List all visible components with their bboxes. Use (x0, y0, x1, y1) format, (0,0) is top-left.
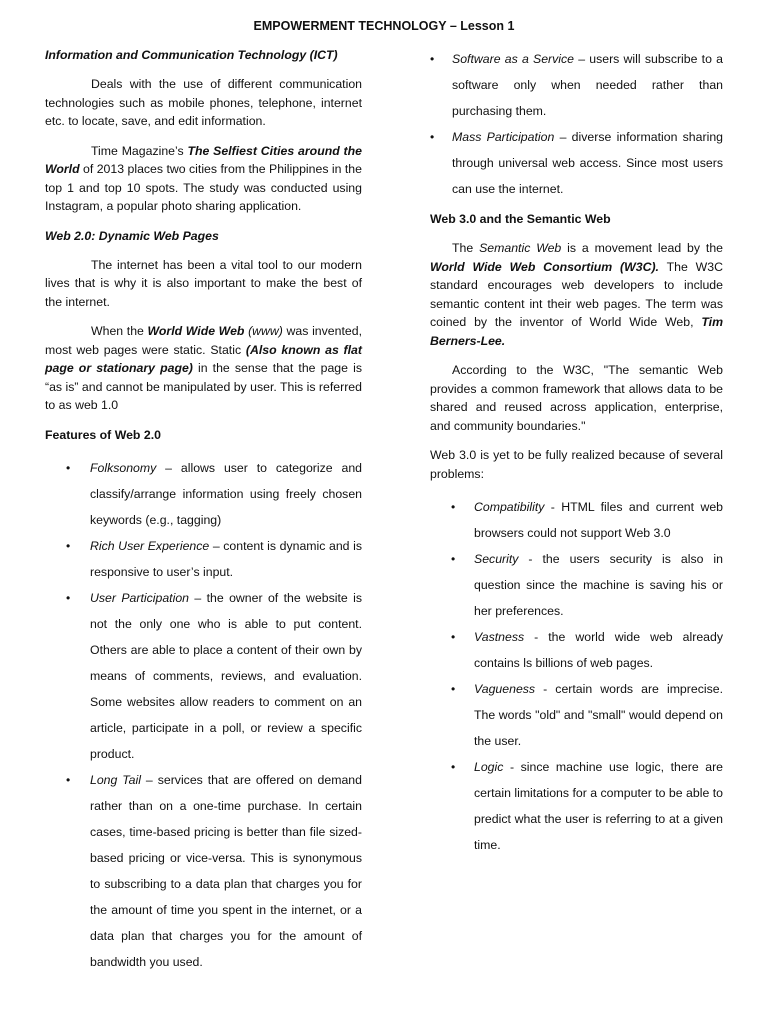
text-run: – the owner of the website is not the only one who is able to put content. Others are able to place a content of their own by means of comments, reviews, and evaluation. Some websites allow readers to comment on an article, participate in a poll, or review a specific product. (90, 590, 362, 761)
text-run: World Wide Web Consortium (W3C). (430, 259, 659, 274)
text-run: in the sense that the page is “as is” and cannot be manipulated by user. This is referred to as web 1.0 (45, 361, 362, 412)
text-run: – users will subscribe to a software only when needed rather than purchasing them. (452, 52, 723, 118)
bullet-icon: • (451, 630, 456, 644)
selfiest-cities-paragraph (45, 142, 362, 216)
text-run: The internet has been a vital tool to our modern lives that is why it is also important to make the best of the internet. (45, 257, 362, 309)
bullet-item (430, 624, 723, 676)
bullet-icon: • (451, 500, 456, 514)
right-column (430, 46, 723, 870)
bullet-icon: • (430, 52, 435, 66)
bullet-item (430, 124, 723, 202)
bullet-item (45, 585, 362, 767)
text-run: Web 3.0 is yet to be fully realized because of several problems: (430, 448, 723, 481)
text-run: Mass Participation (452, 130, 555, 144)
text-run: Folksonomy (90, 460, 157, 475)
text-run: was invented, most web pages were static. Static (45, 324, 362, 357)
text-run: - the users security is also in question since the machine is saving his or her preferences. (474, 552, 723, 618)
text-run: The Selfiest Cities around the World (45, 143, 362, 176)
ict-heading (45, 46, 362, 64)
text-run: Compatibility (474, 500, 545, 514)
bullet-item (430, 46, 723, 124)
text-run: Vastness (474, 630, 525, 644)
bullet-icon: • (66, 590, 71, 605)
bullet-item (45, 767, 362, 975)
text-run: (www) (244, 324, 283, 338)
text-run: The (452, 241, 480, 255)
page-title: EMPOWERMENT TECHNOLOGY – Lesson 1 (253, 19, 515, 33)
bullet-item (430, 676, 723, 754)
text-run: - HTML files and current web browsers could not support Web 3.0 (474, 500, 723, 540)
bullet-item (430, 494, 723, 546)
bullet-icon: • (430, 130, 435, 144)
text-run: Software as a Service (452, 52, 574, 66)
web3-problems-intro (430, 446, 723, 483)
text-run: - certain words are imprecise. The words "old" and "small" would depend on the user. (474, 682, 723, 748)
text-run: World Wide Web (147, 324, 245, 338)
text-run: Web 2.0: Dynamic Web Pages (45, 228, 219, 243)
text-run: of 2013 places two cities from the Philippines in the top 1 and top 10 spots. The study was conducted using Instagram, a popular photo sharing application. (45, 162, 362, 213)
ict-definition-paragraph (45, 75, 362, 131)
text-run: – diverse information sharing through universal web access. Since most users can use the internet. (452, 130, 723, 196)
text-run: Features of Web 2.0 (45, 427, 161, 442)
features-web2-heading (45, 426, 362, 444)
text-run: Semantic Web (479, 241, 562, 255)
text-run: According to the W3C, "The semantic Web provides a common framework that allows data to be shared and reused across application, enterprise, and community boundaries." (430, 363, 723, 433)
text-run: – allows user to categorize and classify/arrange information using freely chosen keywords (e.g., tagging) (90, 460, 362, 527)
text-run: (Also known as flat page or stationary page) (45, 342, 362, 375)
text-run: User Participation (90, 590, 190, 605)
web3-heading (430, 210, 723, 228)
bullet-item (430, 546, 723, 624)
text-run: is a movement lead by the (561, 241, 723, 255)
bullet-item (45, 533, 362, 585)
features-web2-list (45, 455, 362, 975)
text-run: Information and Communication Technology (45, 48, 310, 62)
text-run: Rich User Experience (90, 538, 210, 553)
left-column (45, 46, 362, 987)
text-run: Deals with the use of different communication technologies such as mobile phones, telephone, internet etc. to locate, save, and edit information. (45, 77, 362, 128)
w3c-quote-paragraph (430, 361, 723, 435)
text-run: Security (474, 552, 519, 566)
www-static-paragraph (45, 322, 362, 415)
bullet-icon: • (451, 760, 456, 774)
bullet-icon: • (451, 552, 456, 566)
text-run: Long Tail (90, 772, 141, 787)
text-run: – services that are offered on demand rather than on a one-time purchase. In certain cases, time-based pricing is better than file sized-based pricing or vice-versa. This is synonymous to subscribing to a data plan that charges you for the amount of time you spent in the internet, or a data plan that charges you for the amount of bandwidth you used. (90, 772, 362, 969)
text-run: Web 3.0 and the Semantic Web (430, 212, 611, 226)
bullet-icon: • (451, 682, 456, 696)
text-run: Tim Berners-Lee. (430, 315, 723, 348)
bullet-icon: • (66, 772, 71, 787)
bullet-item (430, 754, 723, 858)
bullet-item (45, 455, 362, 533)
text-run: When the (91, 324, 148, 338)
text-run: The W3C standard encourages web developers to include semantic content int their web pages. The term was coined by the inventor of World Wide Web, (430, 259, 723, 329)
web2-heading (45, 227, 362, 245)
text-run: - the world wide web already contains ls billions of web pages. (474, 630, 723, 670)
bullet-icon: • (66, 538, 71, 553)
internet-tool-paragraph (45, 256, 362, 312)
web3-problems-list (430, 494, 723, 858)
features-web2-list-continued (430, 46, 723, 202)
text-run: Logic (474, 760, 504, 774)
text-run: – content is dynamic and is responsive to user’s input. (90, 538, 362, 579)
semantic-web-paragraph (430, 239, 723, 350)
text-run: Time Magazine’s (91, 143, 188, 158)
text-run: Vagueness (474, 682, 536, 696)
text-run: - since machine use logic, there are certain limitations for a computer to be able to predict what the user is referring to at a given time. (474, 760, 723, 852)
bullet-icon: • (66, 460, 71, 475)
text-run: (ICT) (309, 48, 338, 62)
